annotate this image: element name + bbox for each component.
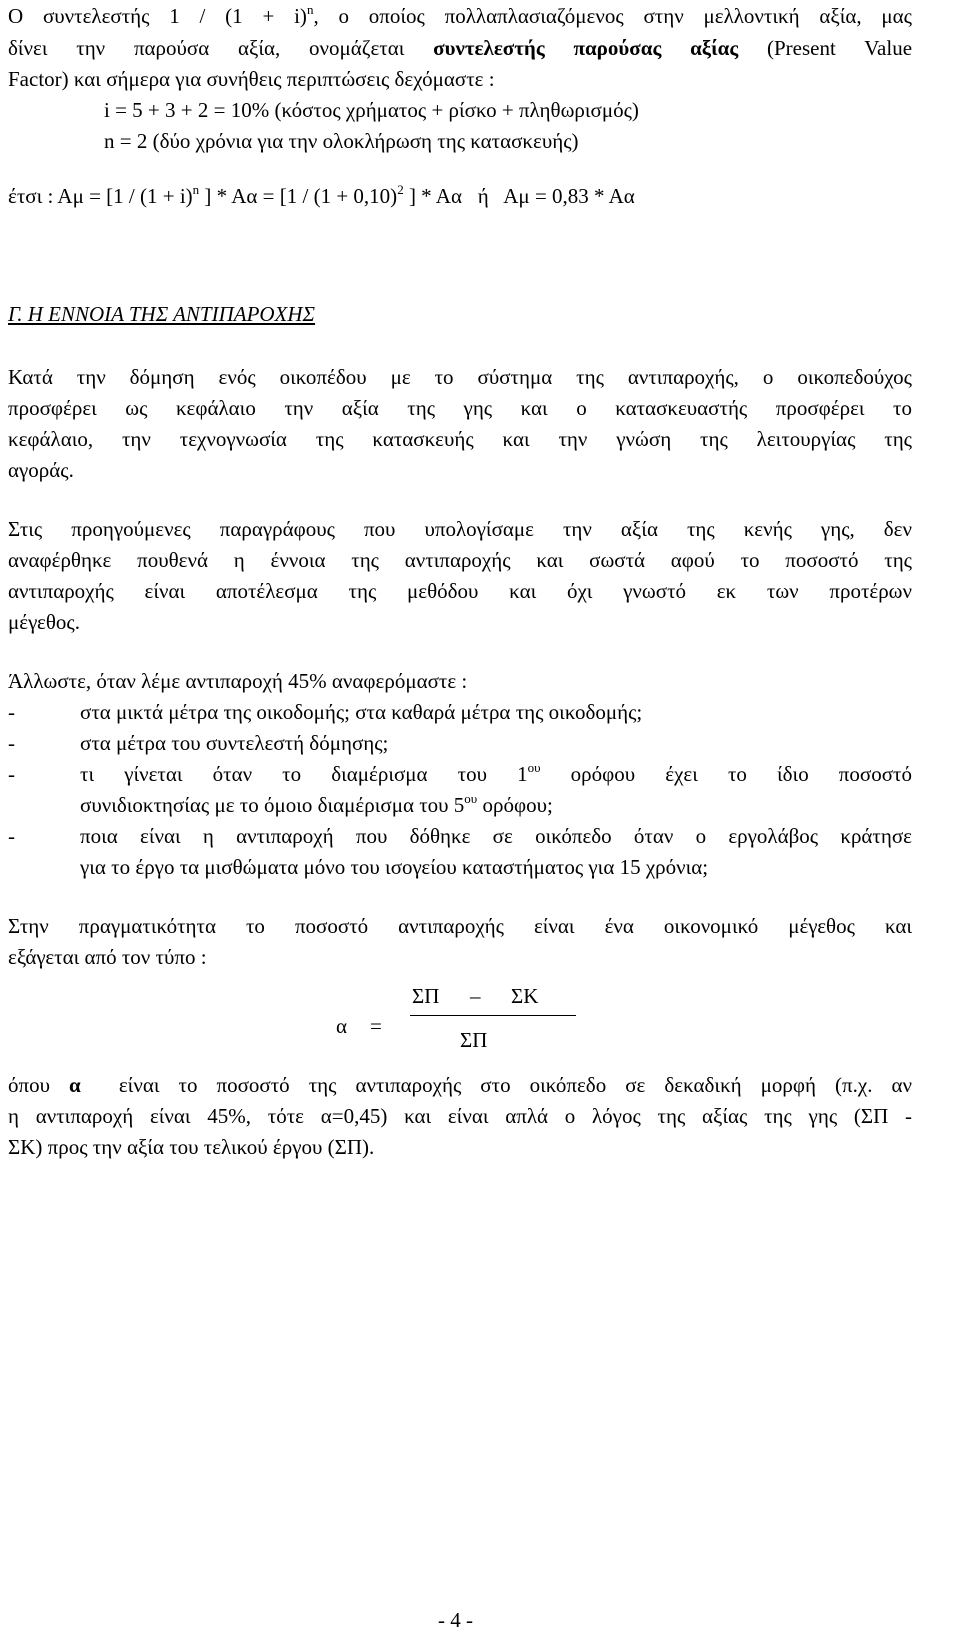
superscript: n xyxy=(192,182,200,197)
antiparochi-formula xyxy=(336,982,636,1072)
intro-line-1 xyxy=(8,2,912,31)
intro-line-3: Factor) και σήμερα για συνήθεις περιπτώσεις δεχόμαστε : xyxy=(8,67,495,91)
intro-text: Ο συντελεστής 1 / (1 + i) xyxy=(8,4,307,28)
para2-line: μέγεθος. xyxy=(8,610,80,634)
page-number: - 4 - xyxy=(438,1608,473,1632)
list-item-text: τι γίνεται όταν το διαμέρισμα του $1^{o\upsilon}$ ορόφου έχει το ίδιο ποσοστό xyxy=(80,760,912,786)
formula-numerator-sk: ΣΚ xyxy=(511,984,539,1008)
para2-line: αναφέρθηκε πουθενά η έννοια της αντιπαροχής και σωστά αφού το ποσοστό της xyxy=(8,548,912,572)
list-dash: - xyxy=(8,824,15,848)
para2-line: αντιπαροχής είναι αποτέλεσμα της μεθόδου και όχι γνωστό εκ των προτέρων xyxy=(8,579,912,603)
list-item-text: συνιδιοκτησίας με το όμοιο διαμέρισμα του $5^{o\upsilon}$ ορόφου; xyxy=(80,791,553,817)
para1-line: αγοράς. xyxy=(8,458,74,482)
para1-line: κεφάλαιο, την τεχνογνωσία της κατασκευής και την γνώση της λειτουργίας της xyxy=(8,427,912,451)
section-heading-text: Γ. Η ΕΝΝΟΙΑ ΤΗΣ ΑΝΤΙΠΑΡΟΧΗΣ xyxy=(8,302,316,326)
formula-minus: – xyxy=(470,984,481,1008)
superscript: 2 xyxy=(397,182,404,197)
formula-alpha: α xyxy=(336,1014,348,1038)
bold-term: συντελεστής παρούσας αξίας xyxy=(433,36,739,60)
superscript: ου xyxy=(527,760,541,775)
formula-text: ] * Αα = [1 / (1 + 0,10) xyxy=(199,184,398,208)
present-value-formula xyxy=(8,182,912,211)
formula-equals: = xyxy=(370,1014,382,1038)
formula-denominator: ΣΠ xyxy=(460,1028,488,1052)
intro-line-2 xyxy=(8,34,912,63)
intro-text: δίνει την παρούσα αξία, ονομάζεται xyxy=(8,36,434,60)
intro-text: , ο οποίος πολλαπλασιαζόμενος στην μελλοντική αξία, μας xyxy=(313,4,912,28)
para3-line: εξάγεται από τον τύπο : xyxy=(8,945,207,969)
bold-alpha: α xyxy=(69,1073,81,1097)
list-intro: Άλλωστε, όταν λέμε αντιπαροχή 45% αναφερόμαστε : xyxy=(8,669,468,693)
para4-line: η αντιπαροχή είναι 45%, τότε α=0,45) και είναι απλά ο λόγος της αξίας της γης (ΣΠ - xyxy=(8,1104,912,1128)
list-dash: - xyxy=(8,731,15,755)
formula-text: ] * Αα ή Αμ = 0,83 * Αα xyxy=(403,184,635,208)
list-item-text: για το έργο τα μισθώματα μόνο του ισογείου καταστήματος για 15 χρόνια; xyxy=(80,855,709,879)
list-item-text: στα μέτρα του συντελεστή δόμησης; xyxy=(80,731,389,755)
intro-line-4: i = 5 + 3 + 2 = 10% (κόστος χρήματος + ρίσκο + πληθωρισμός) xyxy=(104,98,639,122)
para1-line: προσφέρει ως κεφάλαιο την αξία της γης και ο κατασκευαστής προσφέρει το xyxy=(8,396,912,420)
section-heading xyxy=(8,300,912,329)
para3-line: Στην πραγματικότητα το ποσοστό αντιπαροχής είναι ένα οικονομικό μέγεθος και xyxy=(8,914,912,938)
para4-line: ΣΚ) προς την αξία του τελικού έργου (ΣΠ). xyxy=(8,1135,375,1159)
superscript: ου xyxy=(464,791,478,806)
formula-text: έτσι : Αμ = [1 / (1 + i) xyxy=(8,184,193,208)
intro-text: (Present Value xyxy=(738,36,913,60)
list-dash: - xyxy=(8,762,15,786)
para1-line: Κατά την δόμηση ενός οικοπέδου με το σύστημα της αντιπαροχής, ο οικοπεδούχος xyxy=(8,365,912,389)
formula-numerator-sp: ΣΠ xyxy=(412,984,440,1008)
intro-line-5: n = 2 (δύο χρόνια για την ολοκλήρωση της κατασκευής) xyxy=(104,129,579,153)
list-item-text: ποια είναι η αντιπαροχή που δόθηκε σε οικόπεδο όταν ο εργολάβος κράτησε xyxy=(80,824,912,848)
para2-line: Στις προηγούμενες παραγράφους που υπολογίσαμε την αξία της κενής γης, δεν xyxy=(8,517,912,541)
list-item-text: στα μικτά μέτρα της οικοδομής; στα καθαρά μέτρα της οικοδομής; xyxy=(80,700,643,724)
superscript: n xyxy=(306,2,314,17)
fraction-bar xyxy=(410,1015,576,1016)
para4-line: όπου α είναι το ποσοστό της αντιπαροχής στο οικόπεδο σε δεκαδική μορφή (π.χ. αν xyxy=(8,1073,912,1097)
list-dash: - xyxy=(8,700,15,724)
